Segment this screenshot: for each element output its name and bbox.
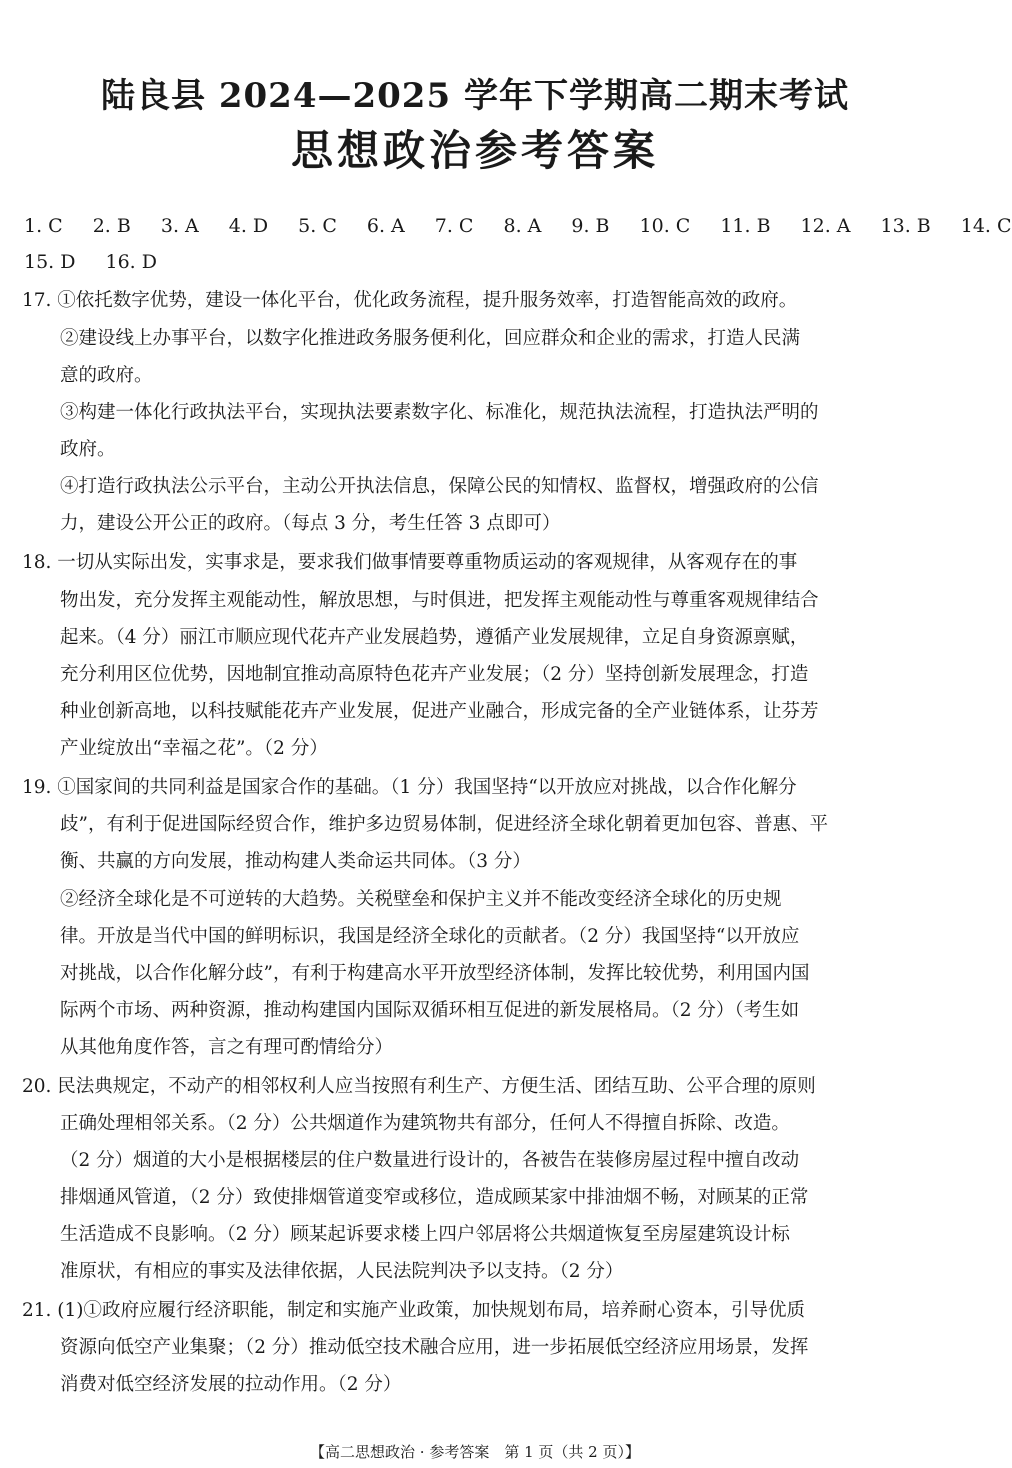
mcq-answer: 4. D (228, 215, 269, 237)
mcq-answer: 6. A (366, 215, 405, 237)
q20-line: （2 分）烟道的大小是根据楼层的住户数量进行设计的，各被告在装修房屋过程中擅自改动 (60, 1150, 800, 1171)
mcq-answer: 3. A (160, 215, 199, 237)
q20-line: 准原状，有相应的事实及法律依据，人民法院判决予以支持。（2 分） (60, 1261, 624, 1282)
page-subtitle: 思想政治参考答案 (290, 126, 659, 175)
q17-line: 力，建设公开公正的政府。（每点 3 分，考生任答 3 点即可） (60, 513, 561, 534)
q19-line: 19. ①国家间的共同利益是国家合作的基础。（1 分）我国坚持“以开放应对挑战，以合作化解分 (22, 777, 797, 798)
mcq-answer: 16. D (105, 251, 157, 273)
q19-line: 际两个市场、两种资源，推动构建国内国际双循环相互促进的新发展格局。（2 分）（考生如 (60, 1000, 800, 1021)
page-footer: 【高二思想政治 · 参考答案 第 1 页（共 2 页）】 (310, 1443, 640, 1461)
q17-line: ④打造行政执法公示平台，主动公开执法信息，保障公民的知情权、监督权，增强政府的公信 (60, 476, 819, 497)
multiple-choice-answers (24, 208, 1012, 280)
mcq-answer: 8. A (503, 215, 542, 237)
q18-line: 物出发，充分发挥主观能动性，解放思想，与时俱进，把发挥主观能动性与尊重客观规律结合 (60, 590, 819, 611)
mcq-answer: 2. B (92, 215, 131, 237)
q21-line: 21. (1)①政府应履行经济职能，制定和实施产业政策，加快规划布局，培养耐心资本，引导优质 (22, 1300, 806, 1321)
q18-line: 种业创新高地，以科技赋能花卉产业发展，促进产业融合，形成完备的全产业链体系，让芬芳 (60, 701, 819, 722)
q19-line: 律。开放是当代中国的鲜明标识，我国是经济全球化的贡献者。（2 分）我国坚持“以开放应 (60, 926, 800, 947)
q17-line: 政府。 (60, 439, 116, 460)
q21-line: 资源向低空产业集聚；（2 分）推动低空技术融合应用，进一步拓展低空经济应用场景，发挥 (60, 1337, 809, 1358)
mcq-row-2 (24, 244, 934, 280)
q19-line: 从其他角度作答，言之有理可酌情给分） (60, 1037, 394, 1058)
q19-line: ②经济全球化是不可逆转的大趋势。关税壁垒和保护主义并不能改变经济全球化的历史规 (60, 889, 782, 910)
q20-line: 正确处理相邻关系。（2 分）公共烟道作为建筑物共有部分，任何人不得擅自拆除、改造。 (60, 1113, 790, 1134)
mcq-row-1 (24, 208, 1012, 244)
mcq-answer: 15. D (24, 251, 76, 273)
mcq-answer: 1. C (24, 215, 63, 237)
q18-line: 18. 一切从实际出发，实事求是，要求我们做事情要尊重物质运动的客观规律，从客观存在的事 (22, 552, 798, 573)
page-title: 陆良县 2024—2025 学年下学期高二期末考试 (101, 76, 849, 116)
mcq-answer: 14. C (960, 215, 1012, 237)
mcq-answer: 9. B (571, 215, 610, 237)
mcq-answer: 10. C (639, 215, 691, 237)
q17-line: ③构建一体化行政执法平台，实现执法要素数字化、标准化，规范执法流程，打造执法严明的 (60, 402, 819, 423)
mcq-answer: 11. B (720, 215, 771, 237)
q19-line: 衡、共赢的方向发展，推动构建人类命运共同体。（3 分） (60, 851, 531, 872)
q20-line: 20. 民法典规定，不动产的相邻权利人应当按照有利生产、方便生活、团结互助、公平合理的原则 (22, 1076, 816, 1097)
q17-line: 17. ①依托数字优势，建设一体化平台，优化政务流程，提升服务效率，打造智能高效的政府。 (22, 290, 798, 311)
q18-line: 产业绽放出“幸福之花”。（2 分） (60, 738, 328, 759)
mcq-answer: 12. A (800, 215, 851, 237)
mcq-answer: 13. B (880, 215, 931, 237)
q18-line: 起来。（4 分）丽江市顺应现代花卉产业发展趋势，遵循产业发展规律，立足自身资源禀赋， (60, 627, 809, 648)
mcq-answer: 5. C (298, 215, 337, 237)
mcq-answer: 7. C (434, 215, 474, 237)
q17-line: 意的政府。 (60, 365, 153, 386)
q19-line: 歧”，有利于促进国际经贸合作，维护多边贸易体制，促进经济全球化朝着更加包容、普惠、平 (60, 814, 828, 835)
q20-line: 排烟通风管道，（2 分）致使排烟管道变窄或移位，造成顾某家中排油烟不畅，对顾某的正常 (60, 1187, 809, 1208)
q18-line: 充分利用区位优势，因地制宜推动高原特色花卉产业发展；（2 分）坚持创新发展理念，打造 (60, 664, 809, 685)
q21-line: 消费对低空经济发展的拉动作用。（2 分） (60, 1374, 402, 1395)
q17-line: ②建设线上办事平台，以数字化推进政务服务便利化，回应群众和企业的需求，打造人民满 (60, 328, 801, 349)
q19-line: 对挑战，以合作化解分歧”，有利于构建高水平开放型经济体制，发挥比较优势，利用国内国 (60, 963, 810, 984)
q20-line: 生活造成不良影响。（2 分）顾某起诉要求楼上四户邻居将公共烟道恢复至房屋建筑设计标 (60, 1224, 790, 1245)
